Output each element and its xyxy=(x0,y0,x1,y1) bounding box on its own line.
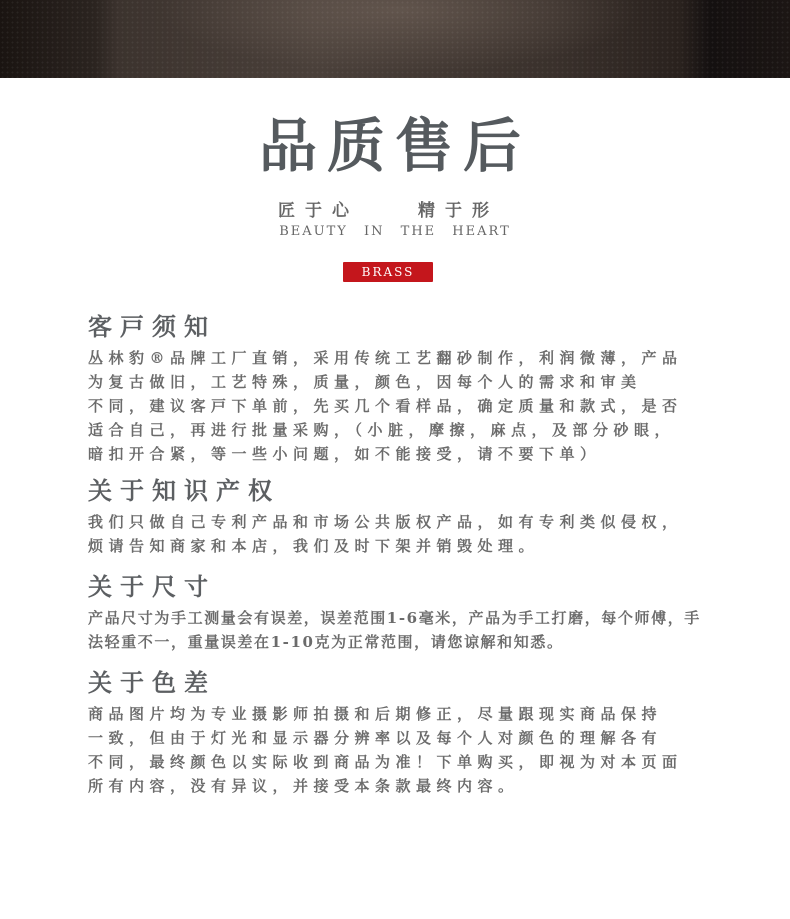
section-intellectual-property xyxy=(88,476,748,558)
photo-texture xyxy=(0,0,790,78)
section-title: 关于尺寸 xyxy=(88,572,216,601)
section-line: 商品图片均为专业摄影师拍摄和后期修正，尽量跟现实商品保持 xyxy=(88,705,663,723)
page-title: 品质售后 xyxy=(258,112,531,180)
section-size xyxy=(88,572,748,654)
slogan-left: 匠于心 xyxy=(278,201,359,221)
section-line: 暗扣开合紧，等一些小问题，如不能接受，请不要下单） xyxy=(88,445,601,463)
brass-badge: BRASS xyxy=(343,262,433,282)
section-line: 法轻重不一，重量误差在1-10克为正常范围，请您谅解和知悉。 xyxy=(88,633,564,651)
slogan-right: 精于形 xyxy=(418,201,499,221)
section-line: 不同，最终颜色以实际收到商品为准！下单购买，即视为对本页面 xyxy=(88,753,683,771)
section-line: 为复古做旧，工艺特殊，质量，颜色，因每个人的需求和审美 xyxy=(88,373,642,391)
section-title: 关于色差 xyxy=(88,668,216,697)
section-line: 不同，建议客戸下单前，先买几个看样品，确定质量和款式，是否 xyxy=(88,397,683,415)
section-title: 客戸须知 xyxy=(88,312,216,341)
section-color-difference xyxy=(88,668,748,798)
section-line: 产品尺寸为手工测量会有误差，误差范围1-6毫米，产品为手工打磨，每个师傅，手 xyxy=(88,609,701,627)
section-title: 关于知识产权 xyxy=(88,476,280,505)
section-line: 所有内容，没有异议，并接受本条款最终内容。 xyxy=(88,777,519,795)
slogan-english: BEAUTY IN THE HEART xyxy=(279,224,511,239)
section-line: 一致，但由于灯光和显示器分辨率以及每个人对颜色的理解各有 xyxy=(88,729,663,747)
section-line: 我们只做自己专利产品和市场公共版权产品，如有专利类似侵权， xyxy=(88,513,683,531)
section-customer-notice xyxy=(88,312,748,466)
section-line: 烦请告知商家和本店，我们及时下架并销毁处理。 xyxy=(88,537,540,555)
section-line: 适合自己，再进行批量采购，（小脏，摩擦，麻点，及部分砂眼， xyxy=(88,421,676,439)
slogan-chinese xyxy=(0,196,790,221)
section-line: 丛林豹®品牌工厂直销，采用传统工艺翻砂制作，利润微薄，产品 xyxy=(88,349,683,367)
product-photo-banner xyxy=(0,0,790,78)
